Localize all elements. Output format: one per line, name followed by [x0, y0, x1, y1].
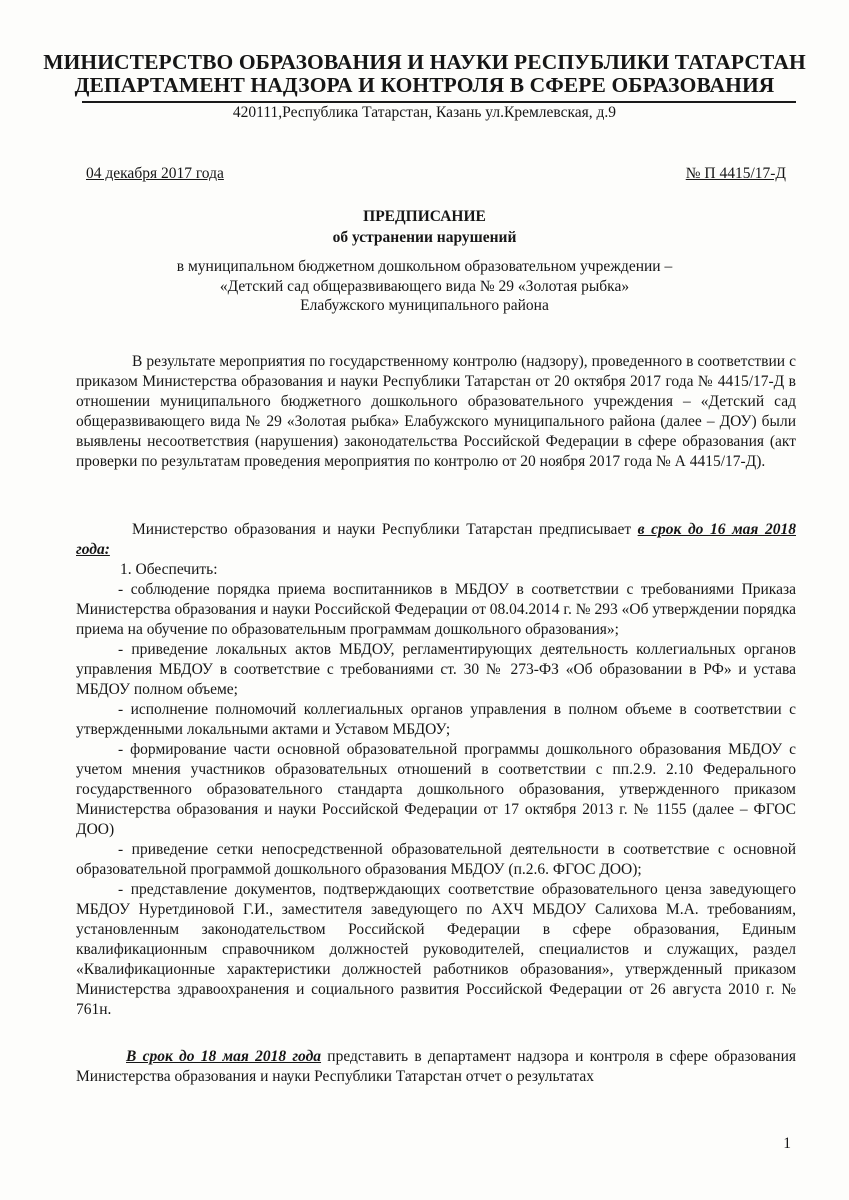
document-subtitle: об устранении нарушений [332, 229, 517, 246]
document-date: 04 декабря 2017 года [86, 165, 224, 182]
list-item: - представление документов, подтверждающих соответствие образовательного ценза заведующего МБДОУ Нуретдиновой Г.И., заместителя заведующего по АХЧ МБДОУ Салихова М.А. требованиям, установленным законодательством Российской Федерации в сфере образования, Единым квалификационным справочником должностей руководителей, специалистов и служащих, раздел «Квалификационные характеристики должностей работников образования», утвержденный приказом Министерства здравоохранения и социального развития Российской Федерации от 26 августа 2010 г. № 761н. [76, 881, 796, 1018]
final-paragraph [76, 1047, 796, 1087]
final-section [76, 1047, 796, 1087]
document-number: № П 4415/17-Д [685, 165, 786, 182]
document-title: ПРЕДПИСАНИЕ [363, 208, 486, 225]
page-number: 1 [783, 1135, 791, 1152]
list-item: - исполнение полномочий коллегиальных органов управления в полном объеме в соответствии с утвержденными локальными актами и Уставом МБДОУ; [76, 701, 796, 738]
prescription-section [76, 520, 796, 1020]
address-line: 420111,Республика Татарстан, Казань ул.Кремлевская, д.9 [232, 104, 617, 121]
list-item: - соблюдение порядка приема воспитанников в МБДОУ в соответствии с требованиями Приказа Министерства образования и науки Российской Федерации от 08.04.2014 г. № 293 «Об утверждении порядка приема на обучение по образовательным программам дошкольного образования»; [76, 581, 796, 638]
intro-section [76, 352, 796, 472]
header-divider [82, 101, 796, 103]
ministry-heading: МИНИСТЕРСТВО ОБРАЗОВАНИЯ И НАУКИ РЕСПУБЛИКИ ТАТАРСТАН [43, 50, 806, 74]
department-heading: ДЕПАРТАМЕНТ НАДЗОРА И КОНТРОЛЯ В СФЕРЕ ОБРАЗОВАНИЯ [74, 73, 775, 97]
item-number: 1. Обеспечить: [120, 561, 218, 578]
institution-line-2: «Детский сад общеразвивающего вида № 29 «Золотая рыбка» [219, 278, 630, 295]
institution-line-1: в муниципальном бюджетном дошкольном образовательном учреждении – [176, 258, 673, 275]
intro-paragraph: В результате мероприятия по государственному контролю (надзору), проведенного в соответствии с приказом Министерства образования и науки Республики Татарстан от 20 октября 2017 года № 4415/17-Д в отношении муниципального бюджетного дошкольного образовательного учреждения – «Детский сад общеразвивающего вида № 29 «Золотая рыбка» Елабужского муниципального района (далее – ДОУ) были выявлены несоответствия (нарушения) законодательства Российской Федерации в сфере образования (акт проверки по результатам проведения мероприятия по контролю от 20 ноября 2017 года № А 4415/17-Д). [76, 353, 796, 470]
list-item: - приведение локальных актов МБДОУ, регламентирующих деятельность коллегиальных органов управления МБДОУ в соответствие с требованиями ст. 30 № 273-ФЗ «Об образовании в РФ» и устава МБДОУ полном объеме; [76, 641, 796, 698]
final-deadline: В срок до 18 мая 2018 года [126, 1048, 322, 1065]
list-item: - приведение сетки непосредственной образовательной деятельности в соответствие с основной образовательной программой дошкольного образования МБДОУ (п.2.6. ФГОС ДОО); [76, 841, 796, 878]
prescription-lead [76, 520, 796, 560]
institution-line-3: Елабужского муниципального района [300, 297, 549, 314]
final-text: представить в департамент надзора и контроля в сфере образования Министерства образования и науки Республики Татарстан отчет о результатах [76, 1048, 796, 1085]
prescription-deadline: в срок до 16 мая 2018 года: [76, 521, 796, 558]
prescription-lead-text: Министерство образования и науки Республики Татарстан предписывает [132, 521, 638, 538]
list-item: - формирование части основной образовательной программы дошкольного образования МБДОУ с учетом мнения участников образовательных отношений в соответствии с пп.2.9. 2.10 Федерального государственного образовательного стандарта дошкольного образования, утвержденного приказом Министерства образования и науки Российской Федерации от 17 октября 2013 г. № 1155 (далее – ФГОС ДОО) [76, 741, 796, 838]
